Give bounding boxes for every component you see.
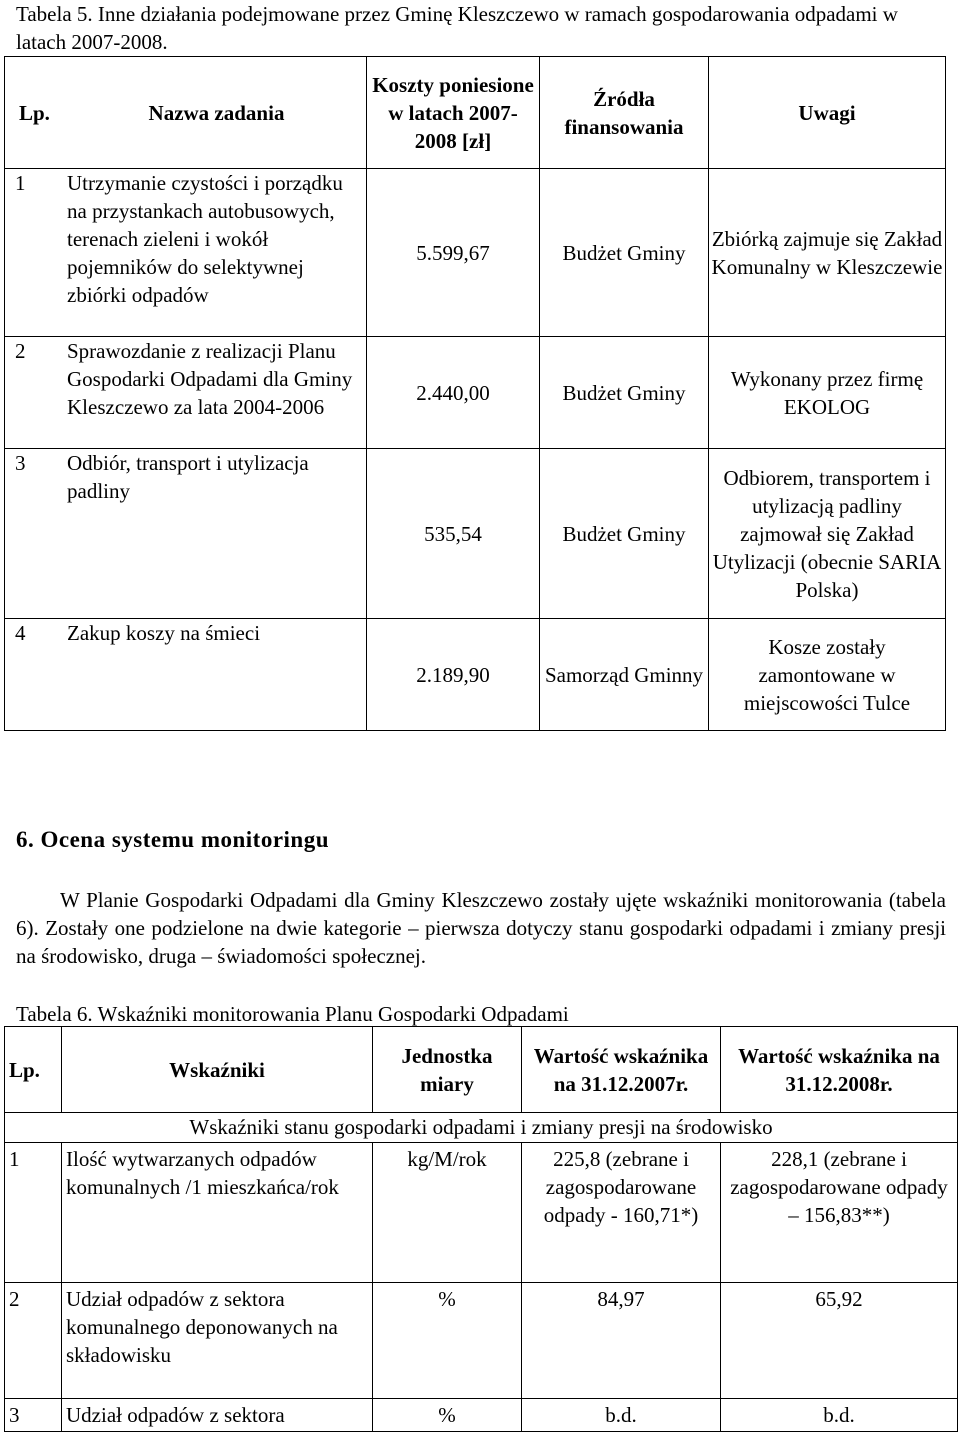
table5-cell-source: Budżet Gminy — [540, 449, 709, 619]
table5-cell-cost: 2.189,90 — [367, 619, 540, 731]
table5-cell-name: Sprawozdanie z realizacji Planu Gospodarki Odpadami dla Gminy Kleszczewo za lata 2004-2006 — [67, 339, 353, 419]
table6-cell-indicator: Ilość wytwarzanych odpadów komunalnych /1 mieszkańca/rok — [62, 1143, 373, 1283]
table6-band-row — [5, 1113, 958, 1143]
table5-cell-notes: Odbiorem, transportem i utylizacją padliny zajmował się Zakład Utylizacji (obecnie SARIA Polska) — [709, 449, 946, 619]
table6 — [4, 1026, 958, 1432]
table5-cell-task — [5, 169, 367, 337]
table6-cell-indicator: Udział odpadów z sektora — [62, 1399, 373, 1432]
table5-cell-source: Budżet Gminy — [540, 337, 709, 449]
table5-header-row — [5, 57, 946, 169]
table5 — [4, 56, 946, 731]
table5-cell-cost: 535,54 — [367, 449, 540, 619]
table5-cell-lp: 3 — [15, 451, 26, 475]
table5-cell-name: Odbiór, transport i utylizacja padliny — [67, 451, 309, 503]
table6-header-indicator: Wskaźniki — [62, 1027, 373, 1113]
table-row — [5, 337, 946, 449]
table-row — [5, 619, 946, 731]
table6-cell-2007: b.d. — [522, 1399, 721, 1432]
table6-cell-unit: % — [373, 1399, 522, 1432]
table5-cell-task — [5, 449, 367, 619]
table6-cell-2008: b.d. — [721, 1399, 958, 1432]
table5-cell-lp: 2 — [15, 339, 26, 363]
table5-cell-lp: 1 — [15, 171, 26, 195]
table6-cell-2007: 84,97 — [522, 1283, 721, 1399]
table5-header-notes: Uwagi — [709, 57, 946, 169]
table6-header-2007: Wartość wskaźnika na 31.12.2007r. — [522, 1027, 721, 1113]
table6-cell-lp: 1 — [5, 1143, 62, 1283]
table6-cell-unit: % — [373, 1283, 522, 1399]
table6-cell-lp: 2 — [5, 1283, 62, 1399]
table5-header-name: Nazwa zadania — [148, 100, 285, 125]
table6-cell-unit: kg/M/rok — [373, 1143, 522, 1283]
table5-cell-task — [5, 337, 367, 449]
section-paragraph — [16, 886, 946, 970]
table5-cell-cost: 2.440,00 — [367, 337, 540, 449]
table-row — [5, 449, 946, 619]
table6-cell-2008: 228,1 (zebrane i zagospodarowane odpady – 156,83**) — [721, 1143, 958, 1283]
table5-header-task — [5, 57, 367, 169]
table-row — [5, 1399, 958, 1432]
table6-caption: Tabela 6. Wskaźniki monitorowania Planu Gospodarki Odpadami — [16, 1002, 569, 1026]
table5-cell-notes: Zbiórką zajmuje się Zakład Komunalny w Kleszczewie — [709, 169, 946, 337]
table5-caption: Tabela 5. Inne działania podejmowane przez Gminę Kleszczewo w ramach gospodarowania odpadami w latach 2007-2008. — [16, 2, 898, 54]
table6-header-2008: Wartość wskaźnika na 31.12.2008r. — [721, 1027, 958, 1113]
section-paragraph-text: W Planie Gospodarki Odpadami dla Gminy Kleszczewo zostały ujęte wskaźniki monitorowania (tabela 6). Zostały one podzielone na dwie kategorie – pierwsza dotyczy stanu gospodarki odpadami i zmiany presji na środowisko, druga – świadomości społecznej. — [16, 888, 946, 968]
table6-cell-lp: 3 — [5, 1399, 62, 1432]
table6-header-row — [5, 1027, 958, 1113]
table5-cell-name: Utrzymanie czystości i porządku na przystankach autobusowych, terenach zieleni i wokół pojemników do selektywnej zbiórki odpadów — [67, 171, 343, 307]
table-row — [5, 1283, 958, 1399]
section-heading: 6. Ocena systemu monitoringu — [16, 827, 329, 852]
table6-header-unit: Jednostka miary — [373, 1027, 522, 1113]
table5-cell-source: Budżet Gminy — [540, 169, 709, 337]
table-row — [5, 1143, 958, 1283]
table5-header-source: Źródła finansowania — [540, 57, 709, 169]
table6-cell-2007: 225,8 (zebrane i zagospodarowane odpady - 160,71*) — [522, 1143, 721, 1283]
table6-header-lp: Lp. — [5, 1027, 62, 1113]
table5-cell-notes: Kosze zostały zamontowane w miejscowości Tulce — [709, 619, 946, 731]
table-row — [5, 169, 946, 337]
table5-cell-name: Zakup koszy na śmieci — [67, 621, 261, 645]
table6-cell-2008: 65,92 — [721, 1283, 958, 1399]
table5-cell-task — [5, 619, 367, 731]
table5-header-lp: Lp. — [19, 100, 50, 125]
table5-cell-notes: Wykonany przez firmę EKOLOG — [709, 337, 946, 449]
table5-cell-cost: 5.599,67 — [367, 169, 540, 337]
table6-cell-indicator: Udział odpadów z sektora komunalnego deponowanych na składowisku — [62, 1283, 373, 1399]
table5-header-cost: Koszty poniesione w latach 2007-2008 [zł] — [367, 57, 540, 169]
table5-cell-source: Samorząd Gminny — [540, 619, 709, 731]
table5-cell-lp: 4 — [15, 621, 26, 645]
table6-category-band: Wskaźniki stanu gospodarki odpadami i zmiany presji na środowisko — [5, 1113, 958, 1143]
